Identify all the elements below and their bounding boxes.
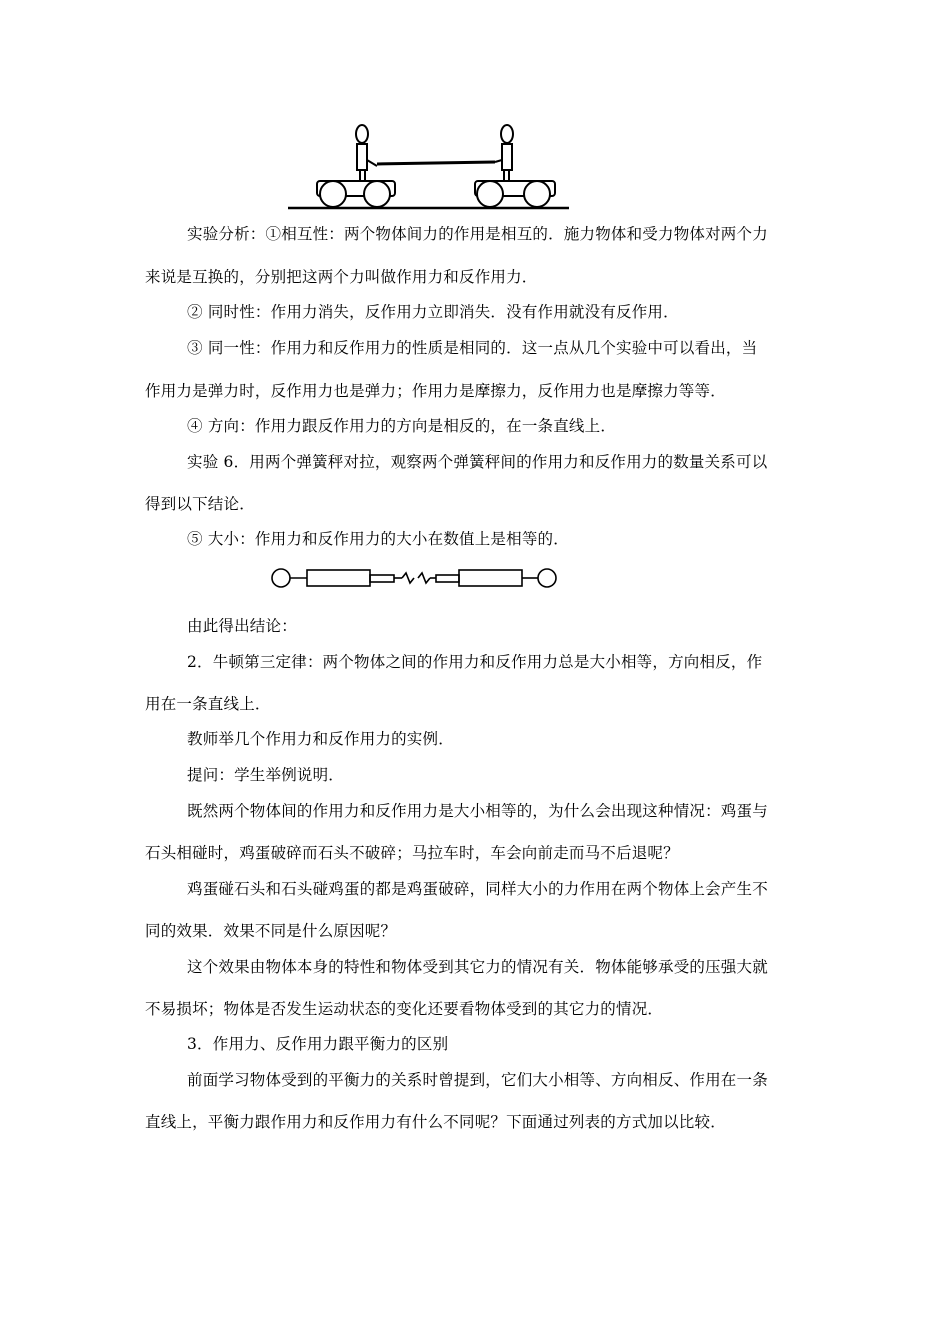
carts-rope-figure: [285, 120, 575, 212]
paragraph-line: 鸡蛋碰石头和石头碰鸡蛋的都是鸡蛋破碎，同样大小的力作用在两个物体上会产生不: [187, 880, 768, 898]
paragraph-line: 来说是互换的，分别把这两个力叫做作用力和反作用力．: [145, 268, 538, 286]
paragraph-line: 不易损坏；物体是否发生运动状态的变化还要看物体受到的其它力的情况．: [145, 1000, 664, 1018]
paragraph-line: 用在一条直线上．: [145, 695, 271, 713]
paragraph-line: ② 同时性：作用力消失，反作用力立即消失．没有作用就没有反作用．: [187, 303, 679, 321]
paragraph-line: ④ 方向：作用力跟反作用力的方向是相反的，在一条直线上．: [187, 417, 617, 435]
paragraph-line: 这个效果由物体本身的特性和物体受到其它力的情况有关．物体能够承受的压强大就: [187, 958, 768, 976]
paragraph-line: 得到以下结论．: [145, 495, 255, 513]
paragraph-line: 实验分析：①相互性：两个物体间力的作用是相互的．施力物体和受力物体对两个力: [187, 225, 768, 243]
paragraph-line: 由此得出结论：: [187, 617, 297, 635]
paragraph-line: 前面学习物体受到的平衡力的关系时曾提到，它们大小相等、方向相反、作用在一条: [187, 1071, 768, 1089]
paragraph-line: 3．作用力、反作用力跟平衡力的区别: [187, 1035, 449, 1053]
paragraph-line: ⑤ 大小：作用力和反作用力的大小在数值上是相等的．: [187, 530, 569, 548]
paragraph-line: 2．牛顿第三定律：两个物体之间的作用力和反作用力总是大小相等，方向相反，作: [187, 653, 763, 671]
paragraph-line: 直线上，平衡力跟作用力和反作用力有什么不同呢？下面通过列表的方式加以比较．: [145, 1113, 726, 1131]
paragraph-line: 既然两个物体间的作用力和反作用力是大小相等的，为什么会出现这种情况：鸡蛋与: [187, 802, 768, 820]
paragraph-line: 石头相碰时，鸡蛋破碎而石头不破碎；马拉车时，车会向前走而马不后退呢？: [145, 844, 679, 862]
paragraph-line: 提问：学生举例说明．: [187, 766, 345, 784]
spring-scales-figure: [270, 566, 560, 592]
paragraph-line: 同的效果．效果不同是什么原因呢？: [145, 922, 397, 940]
paragraph-line: 实验 6．用两个弹簧秤对拉，观察两个弹簧秤间的作用力和反作用力的数量关系可以: [187, 453, 768, 471]
paragraph-line: 教师举几个作用力和反作用力的实例．: [187, 730, 454, 748]
paragraph-line: 作用力是弹力时，反作用力也是弹力；作用力是摩擦力，反作用力也是摩擦力等等．: [145, 382, 726, 400]
paragraph-line: ③ 同一性：作用力和反作用力的性质是相同的．这一点从几个实验中可以看出，当: [187, 339, 758, 357]
